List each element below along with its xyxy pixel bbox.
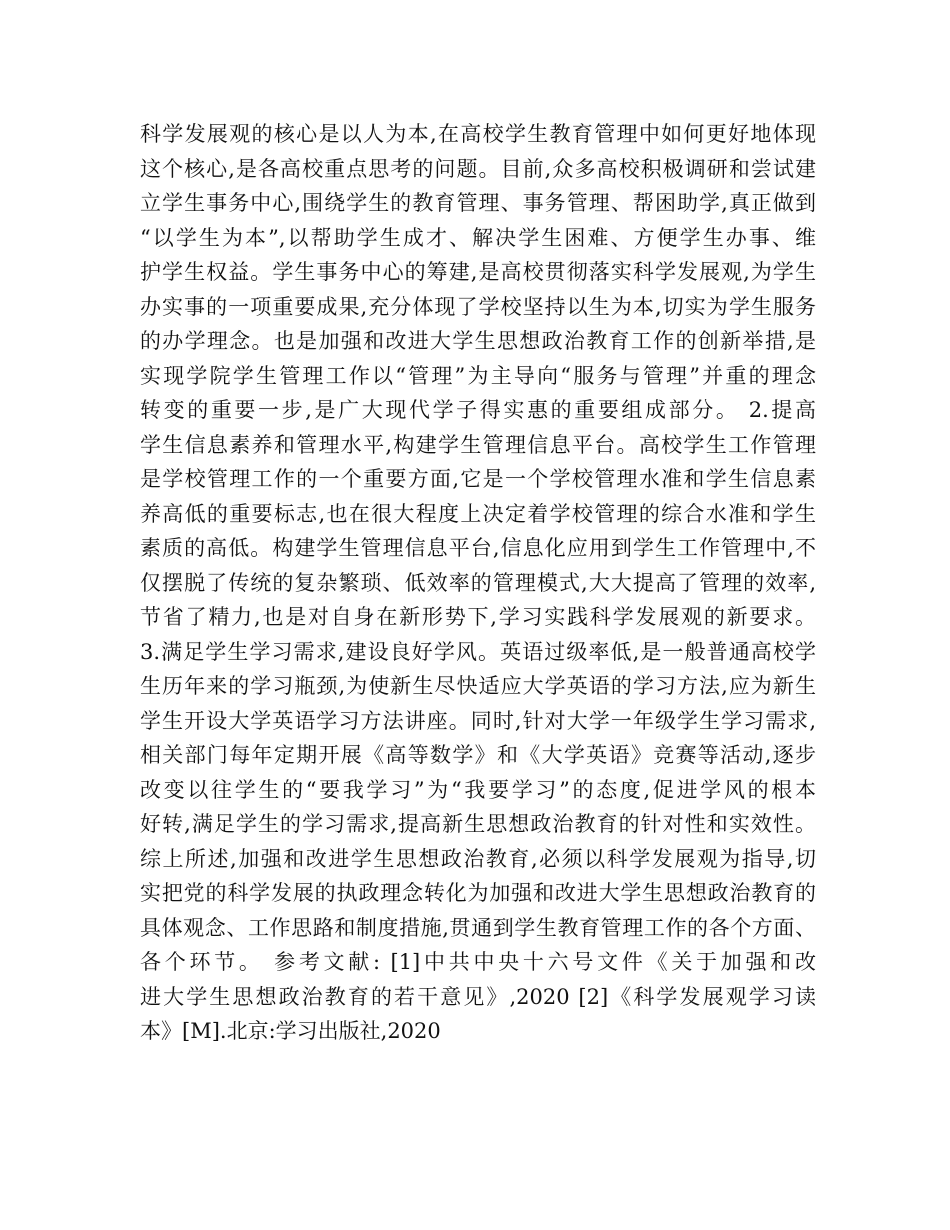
text-line-5: 护学生权益。学生事务中心的筹建,是高校贯彻落实科学发展观,为学生 [140, 260, 816, 284]
text-line-27: 本》[M].北京:学习出版社,2020 [140, 1019, 441, 1043]
text-line-15: 节省了精力,也是对自身在新形势下,学习实践科学发展观的新要求。 [140, 605, 816, 629]
text-line-17: 生历年来的学习瓶颈,为使新生尽快适应大学英语的学习方法,应为新生 [140, 674, 816, 698]
text-line-24: 具体观念、工作思路和制度措施,贯通到学生教育管理工作的各个方面、 [140, 915, 816, 940]
text-line-21: 好转,满足学生的学习需求,提高新生思想政治教育的针对性和实效性。 [140, 812, 816, 836]
text-line-14: 仅摆脱了传统的复杂繁琐、低效率的管理模式,大大提高了管理的效率, [140, 570, 816, 595]
text-line-11: 是学校管理工作的一个重要方面,它是一个学校管理水准和学生信息素 [140, 467, 816, 491]
text-line-19: 相关部门每年定期开展《高等数学》和《大学英语》竞赛等活动,逐步 [140, 743, 816, 767]
text-line-10: 学生信息素养和管理水平,构建学生管理信息平台。高校学生工作管理 [140, 432, 816, 457]
text-line-16: 3.满足学生学习需求,建设良好学风。英语过级率低,是一般普通高校学 [140, 639, 816, 664]
text-line-12: 养高低的重要标志,也在很大程度上决定着学校管理的综合水准和学生 [140, 501, 816, 526]
text-line-9: 转变的重要一步,是广大现代学子得实惠的重要组成部分。 2.提高 [140, 398, 816, 422]
text-line-26: 进大学生思想政治教育的若干意见》,2020 [2]《科学发展观学习读 [140, 984, 816, 1009]
text-line-2: 这个核心,是各高校重点思考的问题。目前,众多高校积极调研和尝试建 [140, 156, 816, 181]
text-line-1: 科学发展观的核心是以人为本,在高校学生教育管理中如何更好地体现 [140, 122, 816, 146]
text-line-8: 实现学院学生管理工作以“管理”为主导向“服务与管理”并重的理念 [140, 363, 816, 388]
text-line-4: “以学生为本”,以帮助学生成才、解决学生困难、方便学生办事、维 [140, 225, 816, 250]
document-body [140, 117, 816, 1049]
text-line-13: 素质的高低。构建学生管理信息平台,信息化应用到学生工作管理中,不 [140, 536, 816, 560]
text-line-3: 立学生事务中心,围绕学生的教育管理、事务管理、帮困助学,真正做到 [140, 191, 816, 215]
text-line-18: 学生开设大学英语学习方法讲座。同时,针对大学一年级学生学习需求, [140, 708, 816, 733]
text-line-23: 实把党的科学发展的执政理念转化为加强和改进大学生思想政治教育的 [140, 881, 816, 905]
text-line-25: 各个环节。 参考文献: [1]中共中央十六号文件《关于加强和改 [140, 950, 816, 974]
text-line-7: 的办学理念。也是加强和改进大学生思想政治教育工作的创新举措,是 [140, 329, 816, 353]
text-line-20: 改变以往学生的“要我学习”为“我要学习”的态度,促进学风的根本 [140, 777, 816, 802]
text-line-22: 综上所述,加强和改进学生思想政治教育,必须以科学发展观为指导,切 [140, 846, 816, 871]
text-line-6: 办实事的一项重要成果,充分体现了学校坚持以生为本,切实为学生服务 [140, 294, 816, 319]
